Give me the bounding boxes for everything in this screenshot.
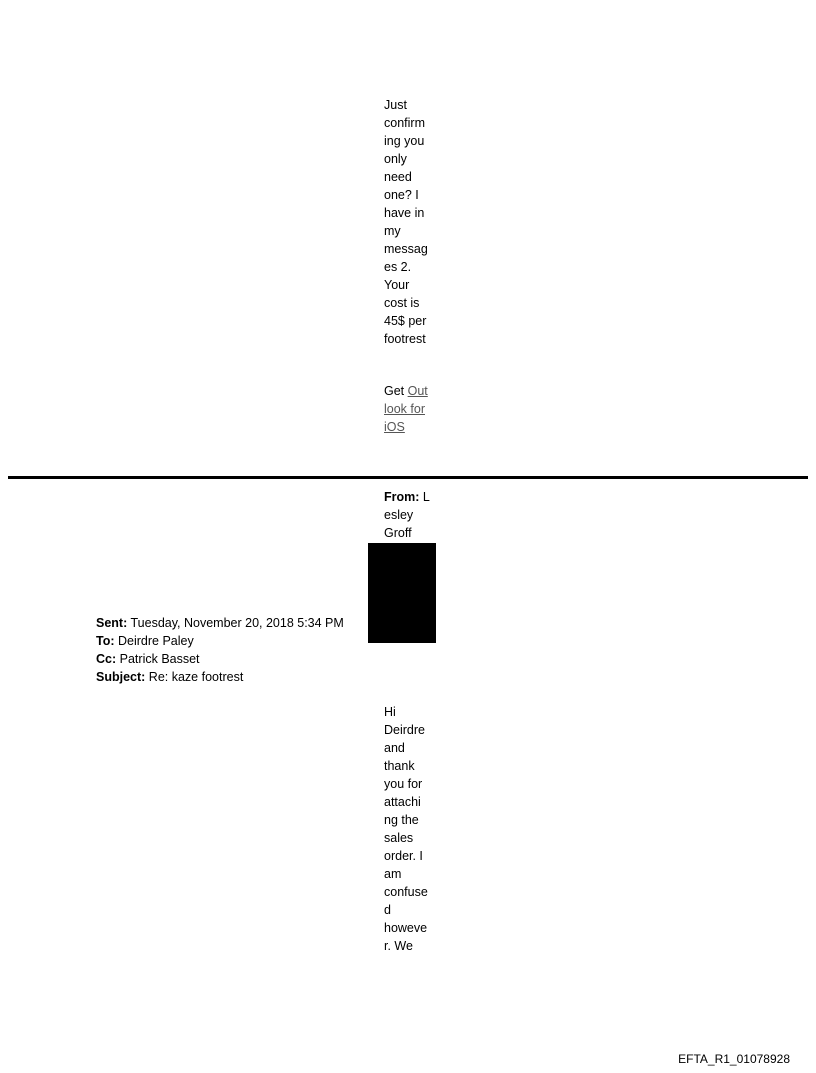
from-label: From: xyxy=(384,490,420,504)
sent-value: Tuesday, November 20, 2018 5:34 PM xyxy=(130,616,344,630)
message-line: es 2. xyxy=(384,260,412,274)
from-value: L xyxy=(422,490,430,504)
outlook-link[interactable]: Out xyxy=(407,384,428,398)
message-line: and xyxy=(384,741,405,755)
outlook-link-line[interactable]: look for xyxy=(384,402,425,416)
message-line: Your xyxy=(384,278,410,292)
from-value-line: Groff xyxy=(384,526,412,540)
message-line: Hi xyxy=(384,705,396,719)
message-line: order. I xyxy=(384,849,423,863)
message-line: thank xyxy=(384,759,415,773)
message-line: footrest xyxy=(384,332,426,346)
message-line: d xyxy=(384,903,391,917)
outlook-link-line[interactable]: iOS xyxy=(384,420,405,434)
to-label: To: xyxy=(96,634,115,648)
signature-prefix: Get xyxy=(384,384,408,398)
message-line: Deirdre xyxy=(384,723,425,737)
message-line: confuse xyxy=(384,885,428,899)
from-header xyxy=(384,488,440,542)
from-value-line: esley xyxy=(384,508,414,522)
subject-label: Subject: xyxy=(96,670,146,684)
message-line: my xyxy=(384,224,401,238)
message-line: ing you xyxy=(384,134,425,148)
cc-value: Patrick Basset xyxy=(119,652,200,666)
message-line: sales xyxy=(384,831,414,845)
subject-row xyxy=(96,668,376,686)
message-line: have in xyxy=(384,206,425,220)
message-body-2 xyxy=(384,703,440,955)
message-line: ng the xyxy=(384,813,419,827)
message-line: 45$ per xyxy=(384,314,427,328)
message-line: howeve xyxy=(384,921,428,935)
to-row xyxy=(96,632,376,650)
message-line: r. We xyxy=(384,939,413,953)
subject-value: Re: kaze footrest xyxy=(148,670,244,684)
message-line: confirm xyxy=(384,116,425,130)
redaction-block xyxy=(368,543,436,643)
message-line: one? I xyxy=(384,188,419,202)
message-line: need xyxy=(384,170,412,184)
sent-label: Sent: xyxy=(96,616,128,630)
message-line: attachi xyxy=(384,795,421,809)
cc-label: Cc: xyxy=(96,652,117,666)
message-body-1 xyxy=(384,96,440,348)
message-line: messag xyxy=(384,242,428,256)
message-line: only xyxy=(384,152,407,166)
message-line: you for xyxy=(384,777,423,791)
document-id: EFTA_R1_01078928 xyxy=(678,1052,790,1066)
message-line: am xyxy=(384,867,402,881)
sent-row xyxy=(96,614,376,632)
mobile-signature xyxy=(384,382,440,436)
separator-rule xyxy=(8,476,808,479)
cc-row xyxy=(96,650,376,668)
message-line: Just xyxy=(384,98,407,112)
message-line: cost is xyxy=(384,296,420,310)
email-header-details xyxy=(96,614,376,686)
to-value: Deirdre Paley xyxy=(118,634,194,648)
